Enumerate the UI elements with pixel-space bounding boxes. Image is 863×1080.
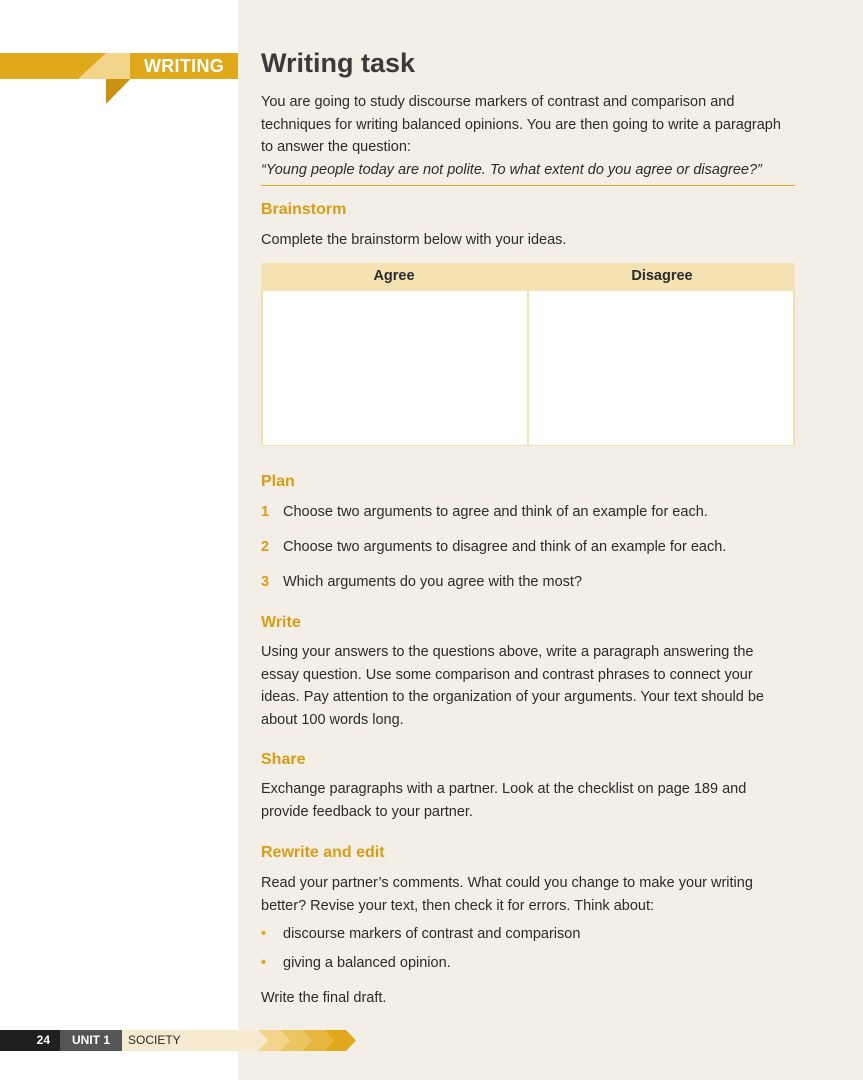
bullet-icon: • <box>261 955 267 971</box>
bullet-item <box>261 923 580 945</box>
unit-section-label: SOCIETY <box>122 1030 250 1051</box>
plan-item <box>261 571 582 593</box>
brainstorm-column-agree: Agree <box>373 268 415 284</box>
intro-paragraph <box>261 91 795 181</box>
page-number: 24 <box>36 1033 50 1047</box>
page-title: Writing task <box>261 48 416 78</box>
bullet-item <box>261 952 451 974</box>
footer-chevrons-icon <box>238 1030 368 1051</box>
intro-divider <box>261 185 795 186</box>
page-footer <box>0 1030 400 1051</box>
rewrite-heading: Rewrite and edit <box>261 844 385 861</box>
plan-item <box>261 536 726 558</box>
final-draft-instruction: Write the final draft. <box>261 990 387 1006</box>
plan-item-number: 1 <box>261 504 270 520</box>
plan-item-text: Choose two arguments to agree and think of an example for each. <box>283 504 708 520</box>
brainstorm-heading: Brainstorm <box>261 201 347 218</box>
bullet-icon: • <box>261 926 267 942</box>
intro-text: You are going to study discourse markers of contrast and comparison and techniques for writing balanced opinions. You are then going to write a paragraph to answer the question: <box>261 94 781 155</box>
bullet-text: discourse markers of contrast and comparison <box>283 926 581 942</box>
plan-item-text: Which arguments do you agree with the most? <box>283 574 583 590</box>
section-tag: WRITING <box>130 53 238 79</box>
brainstorm-column-disagree: Disagree <box>631 268 693 284</box>
bullet-text: giving a balanced opinion. <box>283 955 451 971</box>
plan-heading: Plan <box>261 473 295 490</box>
page-number-box <box>0 1030 60 1051</box>
brainstorm-table <box>261 263 795 446</box>
plan-item-number: 3 <box>261 574 270 590</box>
rewrite-paragraph: Read your partner’s comments. What could you change to make your writing better? Revise your text, then check it for errors. Think about: <box>261 875 753 914</box>
brainstorm-agree-cell[interactable] <box>263 291 527 445</box>
share-paragraph: Exchange paragraphs with a partner. Look at the checklist on page 189 and provide feedback to your partner. <box>261 781 747 820</box>
plan-item-number: 2 <box>261 539 270 555</box>
share-heading: Share <box>261 751 306 768</box>
unit-label: UNIT 1 <box>60 1030 122 1051</box>
write-paragraph: Using your answers to the questions above, write a paragraph answering the essay question. Use some comparison and contrast phrases to connect your ideas. Pay attention to the organization of your arguments. Your text should be about 100 words long. <box>261 644 764 728</box>
write-heading: Write <box>261 614 301 631</box>
intro-question-quote: “Young people today are not polite. To what extent do you agree or disagree?” <box>261 161 762 178</box>
plan-item-text: Choose two arguments to disagree and think of an example for each. <box>283 539 727 555</box>
brainstorm-disagree-cell[interactable] <box>529 291 793 445</box>
brainstorm-instruction: Complete the brainstorm below with your ideas. <box>261 232 567 248</box>
plan-item <box>261 501 708 523</box>
